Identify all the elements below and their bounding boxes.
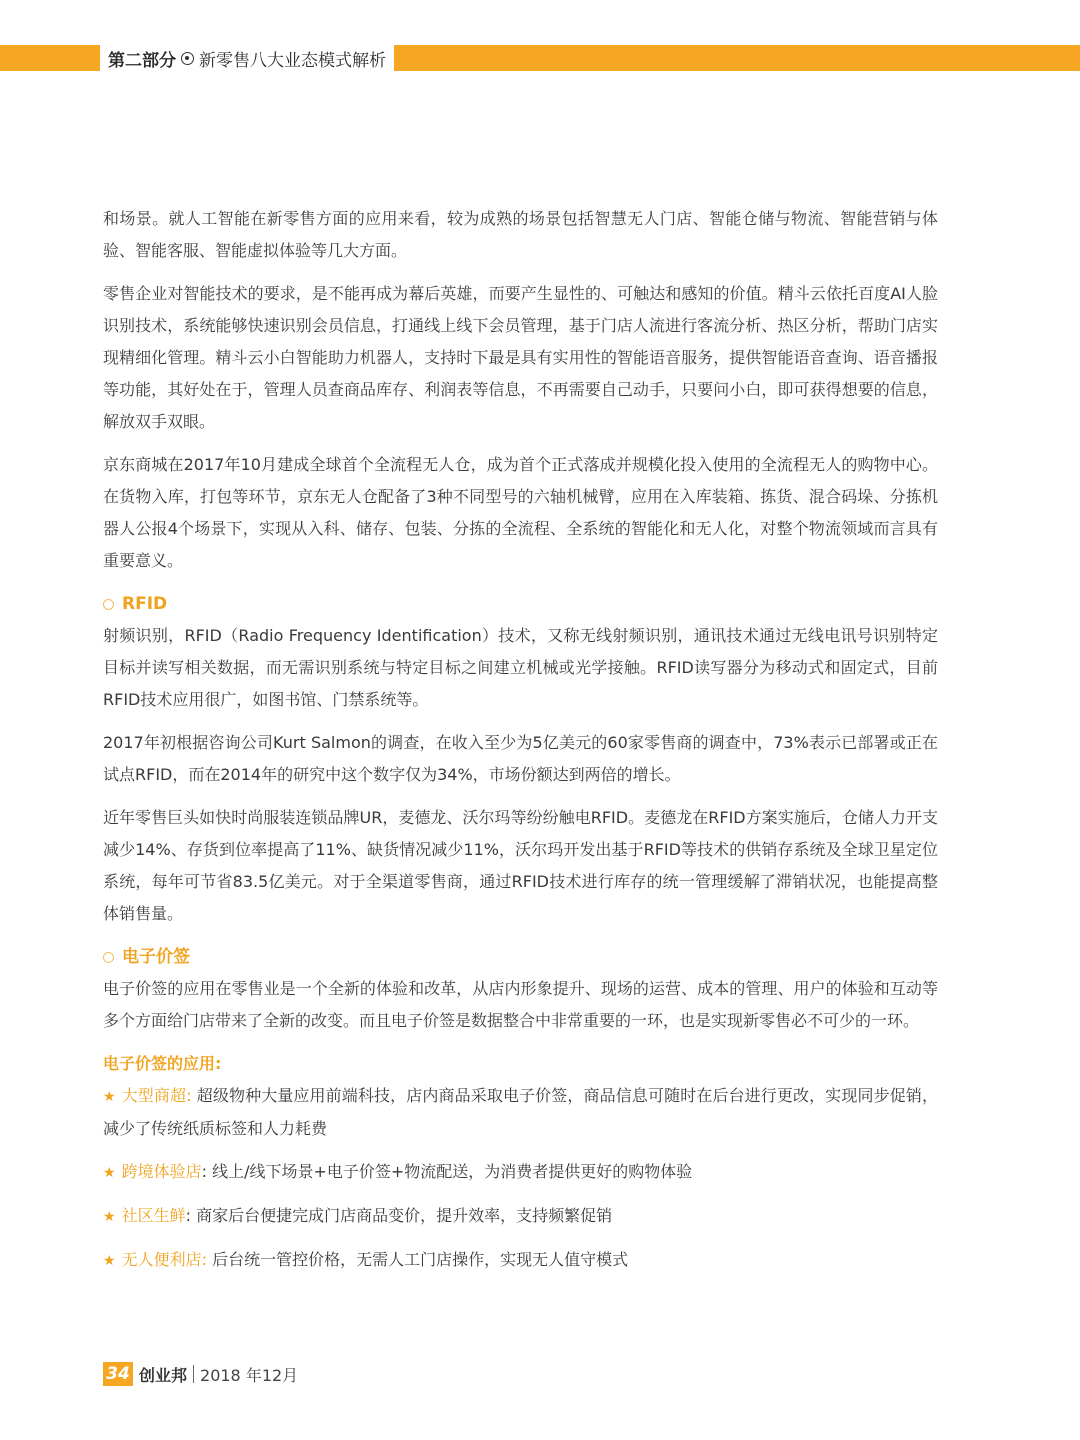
paragraph: 2017年初根据咨询公司Kurt Salmon的调查，在收入至少为5亿美元的60家零售商的调查中，73%表示已部署或正在试点RFID，而在2014年的研究中这个数字仅为34%，市场份额达到两倍的增长。 <box>103 733 938 784</box>
target-icon <box>181 52 194 65</box>
brand-logo: 创业邦 <box>139 1365 188 1385</box>
item-text: 超级物种大量应用前端科技，店内商品采取电子价签，商品信息可随时在后台进行更改，实现同步促销，减少了传统纸质标签和人力耗费 <box>103 1086 938 1138</box>
ring-bullet-icon <box>103 952 114 963</box>
item-separator: : <box>201 1250 207 1269</box>
item-label: 社区生鲜 <box>121 1206 186 1225</box>
list-item <box>103 1200 938 1233</box>
item-text: 商家后台便捷完成门店商品变价，提升效率，支持频繁促销 <box>196 1206 613 1225</box>
paragraph: 近年零售巨头如快时尚服装连锁品牌UR，麦德龙、沃尔玛等纷纷触电RFID。麦德龙在RFID方案实施后，仓储人力开支减少14%、存货到位率提高了11%、缺货情况减少11%，沃尔玛开发出基于RFID等技术的供销存系统及全球卫星定位系统，每年可节省83.5亿美元。对于全渠道零售商，通过RFID技术进行库存的统一管理缓解了滞销状况，也能提高整体销售量。 <box>103 808 938 923</box>
item-label: 大型商超 <box>121 1086 187 1105</box>
list-item <box>103 1156 938 1189</box>
item-separator: : <box>201 1162 207 1181</box>
list-item <box>103 1080 938 1145</box>
item-text: 线上/线下场景+电子价签+物流配送，为消费者提供更好的购物体验 <box>212 1162 693 1181</box>
paragraph: 射频识别，RFID（Radio Frequency Identification）技术，又称无线射频识别，通讯技术通过无线电讯号识别特定目标并读写相关数据，而无需识别系统与特定目标之间建立机械或光学接触。RFID读写器分为移动式和固定式，目前RFID技术应用很广，如图书馆、门禁系统等。 <box>103 626 938 709</box>
rfid-section-title <box>103 588 938 620</box>
item-label: 无人便利店 <box>121 1250 202 1269</box>
page-number: 34 <box>103 1362 133 1386</box>
esl-title-text: 电子价签 <box>122 947 190 967</box>
footer-divider <box>193 1365 194 1383</box>
item-separator: : <box>186 1086 192 1105</box>
ring-bullet-icon <box>103 599 114 610</box>
esl-apps-title: 电子价签的应用: <box>103 1054 222 1073</box>
paragraph: 和场景。就人工智能在新零售方面的应用来看，较为成熟的场景包括智慧无人门店、智能仓储与物流、智能营销与体验、智能客服、智能虚拟体验等几大方面。 <box>103 209 938 260</box>
star-icon: ★ <box>103 1089 116 1105</box>
item-label: 跨境体验店 <box>121 1162 202 1181</box>
issue-date: 2018 年12月 <box>200 1365 299 1385</box>
section-header <box>100 45 394 71</box>
star-icon: ★ <box>103 1209 116 1225</box>
header-title: 新零售八大业态模式解析 <box>199 50 386 71</box>
list-item <box>103 1244 938 1277</box>
star-icon: ★ <box>103 1165 116 1181</box>
item-separator: : <box>185 1206 191 1225</box>
paragraph: 电子价签的应用在零售业是一个全新的体验和改革，从店内形象提升、现场的运营、成本的管理、用户的体验和互动等多个方面给门店带来了全新的改变。而且电子价签是数据整合中非常重要的一环，也是实现新零售必不可少的一环。 <box>103 979 938 1030</box>
item-text: 后台统一管控价格，无需人工门店操作，实现无人值守模式 <box>212 1250 629 1269</box>
header-part: 第二部分 <box>108 50 176 71</box>
esl-section-title <box>103 941 938 973</box>
page-footer <box>103 1360 298 1388</box>
article-body <box>103 203 938 1288</box>
paragraph: 零售企业对智能技术的要求，是不能再成为幕后英雄，而要产生显性的、可触达和感知的价值。精斗云依托百度AI人脸识别技术，系统能够快速识别会员信息，打通线上线下会员管理，基于门店人流进行客流分析、热区分析，帮助门店实现精细化管理。精斗云小白智能助力机器人，支持时下最是具有实用性的智能语音服务，提供智能语音查询、语音播报等功能，其好处在于，管理人员查商品库存、利润表等信息，不再需要自己动手，只要问小白，即可获得想要的信息，解放双手双眼。 <box>103 284 938 431</box>
rfid-title-text: RFID <box>122 594 168 614</box>
star-icon: ★ <box>103 1253 116 1269</box>
paragraph: 京东商城在2017年10月建成全球首个全流程无人仓，成为首个正式落成并规模化投入使用的全流程无人的购物中心。在货物入库，打包等环节，京东无人仓配备了3种不同型号的六轴机械臂，应用在入库装箱、拣货、混合码垛、分拣机器人公报4个场景下，实现从入科、储存、包装、分拣的全流程、全系统的智能化和无人化，对整个物流领域而言具有重要意义。 <box>103 455 938 570</box>
